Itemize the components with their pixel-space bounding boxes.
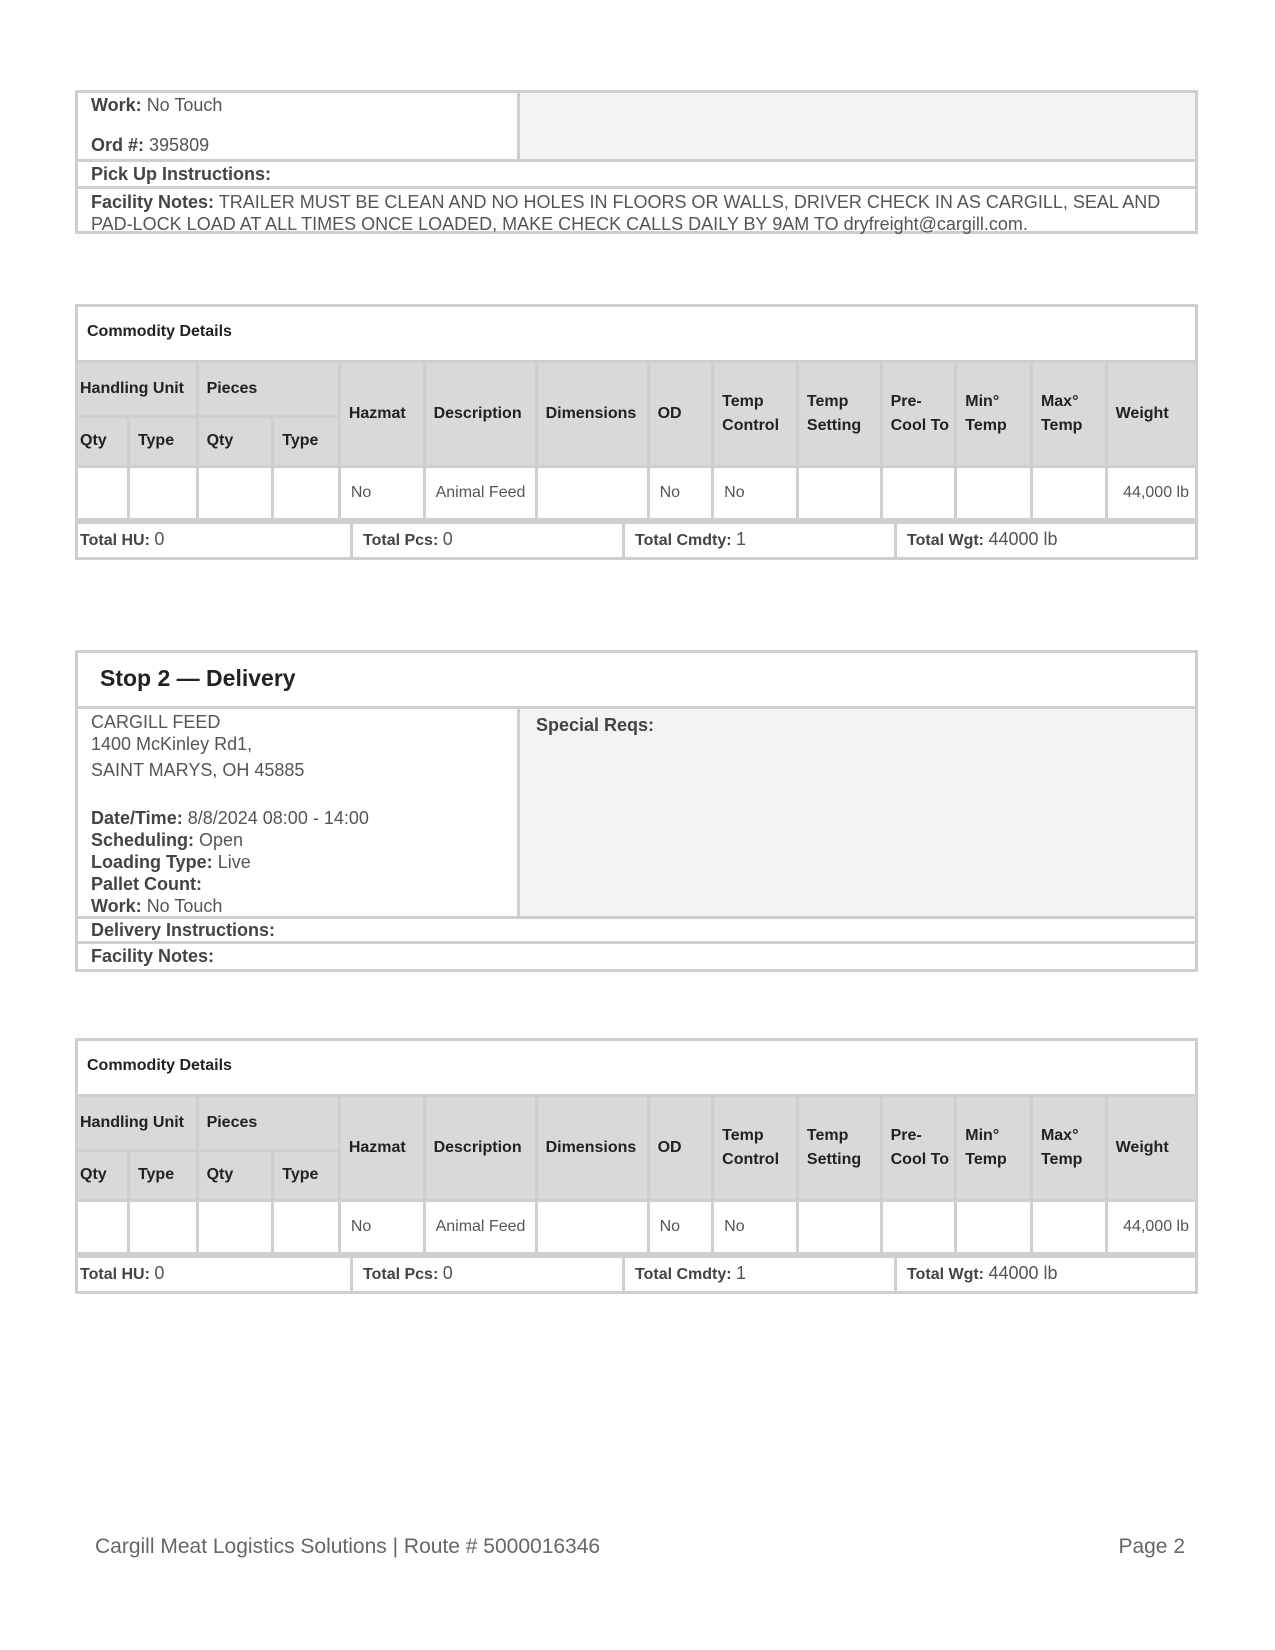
th-description: Description — [424, 1097, 536, 1200]
th-pieces: Pieces — [197, 363, 339, 416]
total-cmdty-label: Total Cmdty: — [635, 1265, 732, 1283]
work-value: No Touch — [146, 95, 223, 115]
total-pcs-value: 0 — [442, 1262, 453, 1283]
total-cmdty-value: 1 — [736, 1262, 747, 1283]
cell-hazmat: No — [339, 1200, 424, 1253]
th-max-temp: Max° Temp — [1031, 363, 1106, 466]
th-dimensions: Dimensions — [536, 363, 648, 466]
stop2-facility-notes-label: Facility Notes: — [91, 946, 215, 966]
commodity-table — [78, 1097, 1195, 1255]
delivery-instructions-label: Delivery Instructions: — [91, 920, 276, 940]
th-pieces: Pieces — [197, 1097, 339, 1150]
total-wgt-label: Total Wgt: — [907, 531, 985, 549]
cell-temp-control: No — [713, 1200, 798, 1253]
stop2-company: CARGILL FEED — [91, 712, 221, 732]
total-hu-label: Total HU: — [80, 1265, 150, 1283]
th-min-temp: Min° Temp — [956, 1097, 1032, 1200]
commodity-title: Commodity Details — [78, 1041, 1195, 1097]
total-hu-value: 0 — [154, 528, 165, 549]
facility-notes-value: TRAILER MUST BE CLEAN AND NO HOLES IN FLOORS OR WALLS, DRIVER CHECK IN AS CARGILL, SEAL AND PAD-LOCK LOAD AT ALL TIMES ONCE LOADED, MAKE CHECK CALLS DAILY BY 9AM TO dryfreight@cargill.com. — [91, 192, 1161, 234]
th-max-temp: Max° Temp — [1031, 1097, 1106, 1200]
commodity-table — [78, 363, 1195, 521]
total-pcs-value: 0 — [442, 528, 453, 549]
th-pcs-qty: Qty — [197, 416, 273, 466]
stop2-title: Stop 2 — Delivery — [78, 653, 1195, 709]
cell-weight: 44,000 lb — [1106, 1200, 1195, 1253]
cell-od: No — [648, 466, 713, 519]
th-pcs-type: Type — [273, 416, 340, 466]
th-hu-qty: Qty — [78, 1150, 128, 1200]
th-weight: Weight — [1106, 363, 1195, 466]
total-wgt-value: 44000 lb — [988, 1262, 1058, 1283]
ord-value: 395809 — [149, 135, 210, 155]
th-weight: Weight — [1106, 1097, 1195, 1200]
total-cmdty-label: Total Cmdty: — [635, 531, 732, 549]
th-dimensions: Dimensions — [536, 1097, 648, 1200]
commodity-details-1 — [75, 304, 1198, 560]
total-hu-value: 0 — [154, 1262, 165, 1283]
scheduling-label: Scheduling: — [91, 830, 194, 850]
commodity-title: Commodity Details — [78, 307, 1195, 363]
stop2-work-label: Work: — [91, 896, 142, 916]
th-precool: Pre-Cool To — [881, 363, 956, 466]
special-reqs-label: Special Reqs: — [536, 715, 655, 735]
ord-label: Ord #: — [91, 135, 145, 155]
total-wgt-value: 44000 lb — [988, 528, 1058, 549]
cell-od: No — [648, 1200, 713, 1253]
facility-notes-label: Facility Notes: — [91, 192, 215, 212]
cell-temp-control: No — [713, 466, 798, 519]
cell-description: Animal Feed — [424, 1200, 536, 1253]
cell-weight: 44,000 lb — [1106, 466, 1195, 519]
th-hu-type: Type — [128, 1150, 197, 1200]
total-wgt-label: Total Wgt: — [907, 1265, 985, 1283]
th-hu-qty: Qty — [78, 416, 128, 466]
total-pcs-label: Total Pcs: — [363, 1265, 439, 1283]
cell-description: Animal Feed — [424, 466, 536, 519]
th-hazmat: Hazmat — [339, 1097, 424, 1200]
stop1-right-panel — [520, 93, 1195, 159]
stop2-work-value: No Touch — [146, 896, 223, 916]
total-pcs-label: Total Pcs: — [363, 531, 439, 549]
th-handling-unit: Handling Unit — [78, 1097, 197, 1150]
work-label: Work: — [91, 95, 142, 115]
stop2-address2: SAINT MARYS, OH 45885 — [91, 760, 305, 780]
th-od: OD — [648, 363, 713, 466]
pallet-count-label: Pallet Count: — [91, 874, 202, 894]
stop2-address1: 1400 McKinley Rd1, — [91, 734, 253, 754]
loading-type-value: Live — [217, 852, 251, 872]
pickup-instructions-label: Pick Up Instructions: — [91, 164, 272, 184]
footer-route: Cargill Meat Logistics Solutions | Route # 5000016346 — [95, 1535, 601, 1558]
table-row — [78, 1200, 1195, 1253]
th-min-temp: Min° Temp — [956, 363, 1032, 466]
th-temp-control: Temp Control — [713, 363, 798, 466]
table-row — [78, 466, 1195, 519]
th-handling-unit: Handling Unit — [78, 363, 197, 416]
th-pcs-qty: Qty — [197, 1150, 273, 1200]
total-cmdty-value: 1 — [736, 528, 747, 549]
scheduling-value: Open — [199, 830, 244, 850]
th-description: Description — [424, 363, 536, 466]
commodity-totals — [78, 1255, 1195, 1291]
total-hu-label: Total HU: — [80, 531, 150, 549]
th-pcs-type: Type — [273, 1150, 340, 1200]
th-temp-setting: Temp Setting — [797, 363, 881, 466]
datetime-label: Date/Time: — [91, 808, 183, 828]
th-precool: Pre-Cool To — [881, 1097, 956, 1200]
th-hu-type: Type — [128, 416, 197, 466]
stop1-details — [75, 90, 1198, 234]
cell-hazmat: No — [339, 466, 424, 519]
th-hazmat: Hazmat — [339, 363, 424, 466]
footer-page-number: Page 2 — [1118, 1535, 1185, 1558]
th-temp-control: Temp Control — [713, 1097, 798, 1200]
th-od: OD — [648, 1097, 713, 1200]
commodity-totals — [78, 521, 1195, 557]
datetime-value: 8/8/2024 08:00 - 14:00 — [187, 808, 369, 828]
stop2-details — [75, 650, 1198, 972]
loading-type-label: Loading Type: — [91, 852, 213, 872]
commodity-details-2 — [75, 1038, 1198, 1294]
th-temp-setting: Temp Setting — [797, 1097, 881, 1200]
